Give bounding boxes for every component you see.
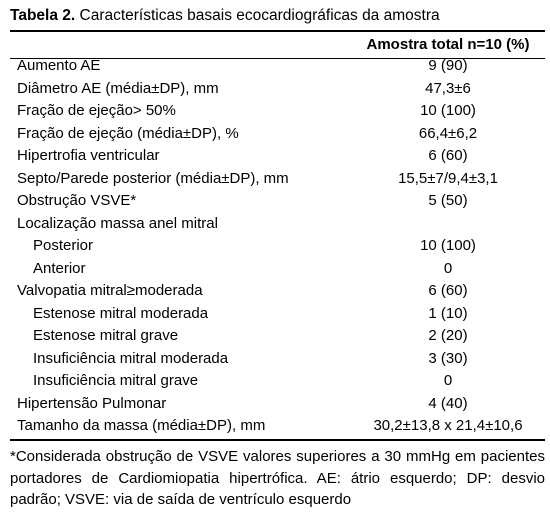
table-row bbox=[10, 78, 545, 101]
row-label: Septo/Parede posterior (média±DP), mm bbox=[17, 169, 289, 187]
row-value: 6 (60) bbox=[428, 282, 468, 299]
table-row bbox=[10, 303, 545, 326]
row-label: Posterior bbox=[33, 237, 94, 254]
row-value: 30,2±13,8 x 21,4±10,6 bbox=[373, 417, 523, 434]
row-value: 10 (100) bbox=[420, 102, 476, 119]
header-value-cell: Amostra total n=10 (%) bbox=[366, 36, 530, 53]
row-label: Fração de ejeção (média±DP), % bbox=[17, 124, 239, 142]
header-label-cell bbox=[10, 35, 351, 55]
row-label: Fração de ejeção> 50% bbox=[17, 102, 176, 119]
row-label: Estenose mitral moderada bbox=[33, 304, 209, 322]
table-row bbox=[10, 393, 545, 416]
table-row bbox=[10, 100, 545, 123]
row-value: 10 (100) bbox=[420, 237, 476, 254]
row-label: Valvopatia mitral≥moderada bbox=[17, 282, 203, 299]
row-label: Localização massa anel mitral bbox=[17, 214, 218, 232]
table-row bbox=[10, 348, 545, 371]
table-row bbox=[10, 258, 545, 281]
row-label: Aumento AE bbox=[17, 57, 101, 74]
characteristics-table bbox=[10, 35, 545, 438]
row-value: 47,3±6 bbox=[425, 79, 471, 97]
table-caption bbox=[10, 4, 540, 28]
row-value: 15,5±7/9,4±3,1 bbox=[398, 169, 498, 187]
row-label: Obstrução VSVE* bbox=[17, 192, 137, 209]
row-value: 66,4±6,2 bbox=[418, 124, 478, 142]
row-label: Tamanho da massa (média±DP), mm bbox=[17, 417, 266, 434]
row-label: Estenose mitral grave bbox=[33, 327, 179, 344]
row-label: Anterior bbox=[33, 259, 86, 277]
row-value: 1 (10) bbox=[428, 304, 468, 322]
table-row bbox=[10, 145, 545, 168]
table-row bbox=[10, 55, 545, 78]
table-row bbox=[10, 325, 545, 348]
row-label: Diâmetro AE (média±DP), mm bbox=[17, 79, 219, 97]
table-caption-title: Características basais ecocardiográficas da amostra bbox=[79, 7, 440, 24]
row-value: 5 (50) bbox=[428, 192, 468, 209]
row-value: 3 (30) bbox=[428, 349, 468, 367]
table-row bbox=[10, 123, 545, 146]
row-value: 6 (60) bbox=[428, 147, 468, 164]
row-value: 4 (40) bbox=[428, 394, 468, 412]
table-row bbox=[10, 235, 545, 258]
row-label: Insuficiência mitral grave bbox=[33, 372, 199, 389]
row-value: 0 bbox=[443, 372, 453, 389]
top-rule bbox=[10, 30, 545, 32]
row-value: 2 (20) bbox=[428, 327, 468, 344]
table-row bbox=[10, 370, 545, 393]
table-row bbox=[10, 415, 545, 438]
row-label: Hipertrofia ventricular bbox=[17, 147, 160, 164]
row-value: 9 (90) bbox=[428, 57, 468, 74]
row-label: Hipertensão Pulmonar bbox=[17, 394, 167, 412]
table-header-row bbox=[10, 35, 545, 55]
row-value bbox=[351, 213, 545, 236]
table-row bbox=[10, 280, 545, 303]
table-row bbox=[10, 190, 545, 213]
table-caption-label: Tabela 2. bbox=[10, 7, 76, 24]
table-row bbox=[10, 213, 545, 236]
row-label: Insuficiência mitral moderada bbox=[33, 349, 229, 367]
table-row bbox=[10, 168, 545, 191]
table-footnote: *Considerada obstrução de VSVE valores superiores a 30 mmHg em pacientes portadores de Cardiomiopatia hipertrófica. AE: átrio esquerdo; DP: desvio padrão; VSVE: via de saída de ventrículo esquerdo bbox=[10, 448, 545, 508]
row-value: 0 bbox=[443, 259, 453, 277]
bottom-rule bbox=[10, 439, 545, 441]
